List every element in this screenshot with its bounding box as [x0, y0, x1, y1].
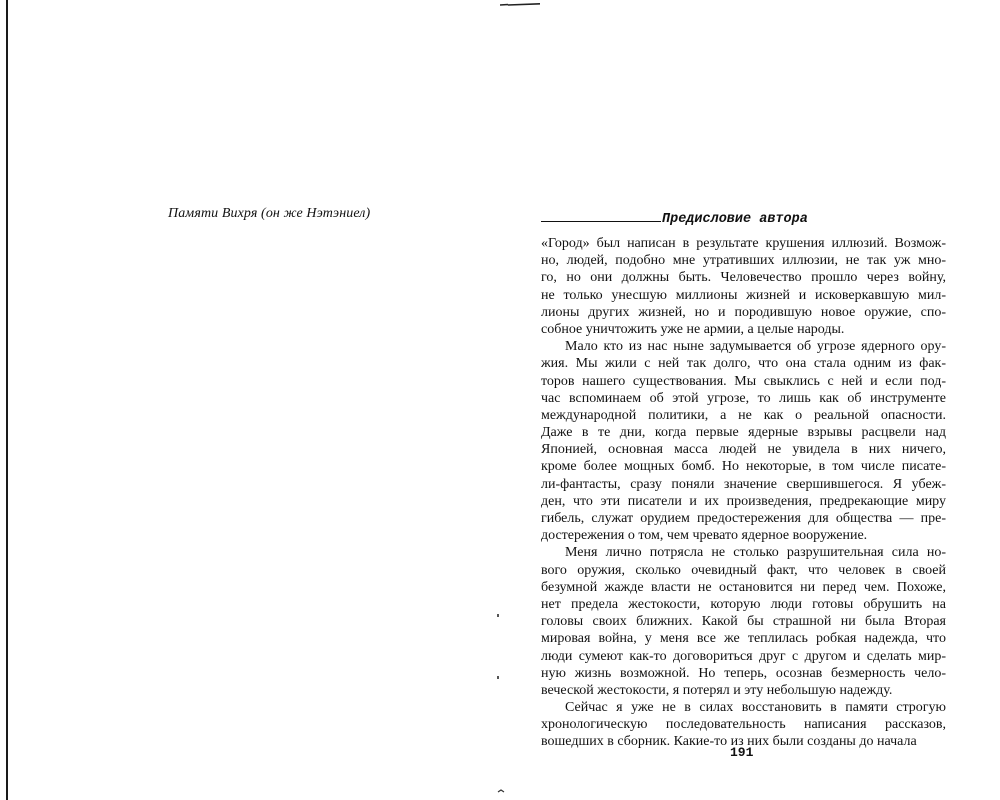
text-line: международной политики, а не как о реальной опасности.	[541, 407, 946, 423]
text-line: кроме более мощных бомб. Но некоторые, в том числе писате-	[541, 459, 946, 475]
text-line: Даже в те дни, когда первые ядерные взрывы расцвели над	[541, 425, 946, 441]
text-line: головы своих ближних. Какой бы страшной ни была Вторая	[541, 614, 946, 630]
text-line: вого оружия, сколько очевидный факт, что человек в своей	[541, 562, 946, 578]
scan-speck	[497, 614, 499, 617]
right-page-content	[541, 207, 946, 751]
text-line: ден, что эти писатели и их произведения, предрекающие миру	[541, 493, 946, 509]
text-line: вошедших в сборник. Какие-то из них были созданы до начала	[541, 734, 917, 750]
text-line: нет предела жестокости, которую люди готовы обрушить на	[541, 596, 946, 612]
text-line: торов нашего существования. Мы свыклись с ней и если под-	[541, 373, 946, 389]
scan-gutter-line	[6, 0, 8, 800]
header-rule	[541, 221, 661, 222]
text-line: хронологическую последовательность написания рассказов,	[541, 717, 946, 733]
text-line: Японией, основная масса людей не увидела в них ничего,	[541, 442, 946, 458]
text-line: не только унесшую миллионы жизней и исковеркавшую мил-	[541, 287, 946, 303]
text-line: жия. Мы жили с ней так долго, что она стала одним из фак-	[541, 356, 946, 372]
text-line: достережения о том, чем чревато ядерное вооружение.	[541, 528, 868, 544]
paragraph	[541, 544, 946, 699]
text-line: Сейчас я уже не в силах восстановить в памяти строгую	[565, 700, 946, 716]
text-line: собное уничтожить уже не армии, а целые народы.	[541, 321, 845, 337]
chapter-header	[541, 207, 946, 227]
dedication-text: Памяти Вихря (он же Нэтэниел)	[168, 206, 371, 221]
text-line: люди сумеют как-то договориться друг с другом и сделать мир-	[541, 648, 946, 664]
paragraph	[541, 699, 946, 751]
text-line: лионы других жизней, но и породившую новое оружие, спо-	[541, 304, 946, 320]
text-line: мировая война, у меня все же теплилась робкая надежда, что	[541, 631, 946, 647]
text-line: но, людей, подобно мне утративших иллюзии, не так уж мно-	[541, 253, 946, 269]
body-text	[541, 235, 946, 751]
paragraph	[541, 235, 946, 338]
text-line: ную жизнь возможной. Но теперь, осознав безмерность чело-	[541, 665, 946, 681]
scan-speck	[497, 676, 499, 679]
text-line: час вспоминаем об этой угрозе, то лишь как об инструменте	[541, 390, 946, 406]
text-line: безумной жажде власти не остановится ни перед чем. Похоже,	[541, 579, 946, 595]
scan-artifact-top	[500, 3, 540, 7]
text-line: веческой жестокости, я потерял и эту небольшую надежду.	[541, 682, 893, 698]
text-line: гибель, служат орудием предостережения для общества — пре-	[541, 511, 946, 526]
chapter-title: Предисловие автора	[662, 212, 808, 227]
text-line: Мало кто из нас ныне задумывается об угрозе ядерного ору-	[565, 339, 946, 355]
text-line: «Город» был написан в результате крушения иллюзий. Возмож-	[541, 236, 946, 251]
page-number: 191	[730, 745, 754, 760]
paragraph	[541, 338, 946, 544]
text-line: ли-фантасты, сразу поняли значение свершившегося. Я убеж-	[541, 476, 946, 492]
scan-artifact-bottom	[497, 788, 505, 794]
text-line: го, но они должны быть. Человечество прошло через войну,	[541, 270, 946, 286]
text-line: Меня лично потрясла не столько разрушительная сила но-	[565, 545, 946, 561]
